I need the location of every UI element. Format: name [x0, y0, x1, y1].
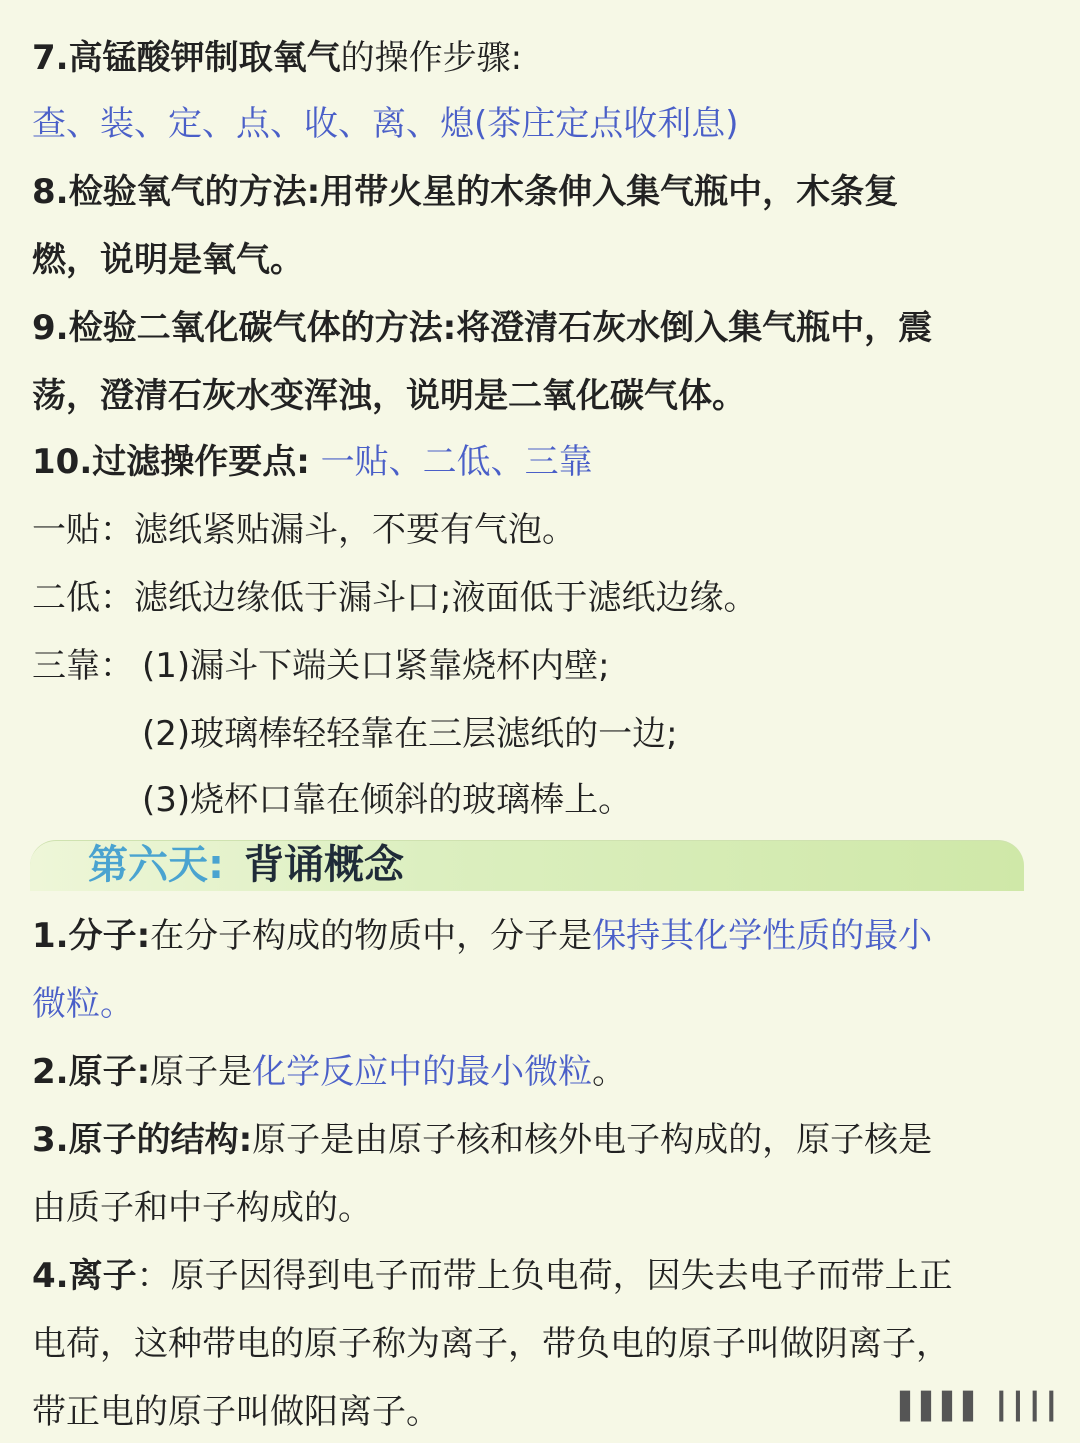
concept3-text1: 原子是由原子核和核外电子构成的，原子核是	[252, 1120, 933, 1160]
filter-sankao-label: 三靠：	[32, 646, 134, 686]
item9-label: 9.检验二氧化碳气体的方法:	[32, 308, 457, 348]
item9-text1: 将澄清石灰水倒入集气瓶中，震	[456, 308, 933, 348]
item8-text1: 用带火星的木条伸入集气瓶中，木条复	[320, 172, 899, 212]
concept2-end: 。	[592, 1052, 627, 1092]
item8-line1	[32, 172, 1040, 212]
concept3-line2: 由质子和中子构成的。	[32, 1188, 372, 1228]
concept4-text1: ：原子因得到电子而带上负电荷，因失去电子而带上正	[136, 1256, 953, 1296]
concept3-label: 3.原子的结构:	[32, 1120, 253, 1160]
filter-sankao-3: (3)烧杯口靠在倾斜的玻璃棒上。	[142, 780, 633, 820]
section-title: 背诵概念	[244, 842, 404, 888]
item7-steps: 查、装、定、点、收、离、熄(茶庄定点收利息)	[32, 104, 739, 144]
filter-sankao-1: (1)漏斗下端关口紧靠烧杯内壁;	[142, 646, 610, 686]
concept4-line1	[32, 1256, 1040, 1296]
concept3-line1	[32, 1120, 1040, 1160]
item9-line2: 荡，澄清石灰水变浑浊，说明是二氧化碳气体。	[32, 376, 746, 416]
filter-yitie: 一贴：滤纸紧贴漏斗，不要有气泡。	[32, 510, 576, 550]
item10-label: 10.过滤操作要点:	[32, 442, 310, 482]
concept2-line	[32, 1052, 1040, 1092]
section-heading	[88, 842, 404, 888]
item8-line2: 燃，说明是氧气。	[32, 240, 304, 280]
concept1-label: 1.分子:	[32, 916, 151, 956]
item8-label: 8.检验氧气的方法:	[32, 172, 321, 212]
concept4-label: 4.离子	[32, 1256, 137, 1296]
item7-label: 7.高锰酸钾制取氧气	[32, 38, 341, 78]
concept4-line2: 电荷，这种带电的原子称为离子，带负电的原子叫做阴离子，	[32, 1324, 950, 1364]
item7-line	[32, 38, 1040, 78]
concept2-text: 原子是	[150, 1052, 253, 1092]
concept4-line3: 带正电的原子叫做阳离子。	[32, 1392, 440, 1432]
concept1-highlight: 保持其化学性质的最小	[592, 916, 933, 956]
filter-sankao-2: (2)玻璃棒轻轻靠在三层滤纸的一边;	[142, 714, 678, 754]
concept2-highlight: 化学反应中的最小微粒	[252, 1052, 593, 1092]
concept2-label: 2.原子:	[32, 1052, 151, 1092]
item7-rest: 的操作步骤:	[340, 38, 523, 78]
concept1-text: 在分子构成的物质中，分子是	[150, 916, 593, 956]
filter-erdi: 二低：滤纸边缘低于漏斗口;液面低于滤纸边缘。	[32, 578, 758, 618]
concept1-line2: 微粒。	[32, 984, 134, 1024]
item10-line	[32, 442, 1040, 482]
item10-keywords: 一贴、二低、三靠	[320, 442, 593, 482]
watermark-logo: ▌▌▌▌ ┃┃┃┃	[900, 1392, 1060, 1422]
item9-line1	[32, 308, 1040, 348]
concept1-line1	[32, 916, 1040, 956]
section-day: 第六天:	[88, 842, 224, 888]
